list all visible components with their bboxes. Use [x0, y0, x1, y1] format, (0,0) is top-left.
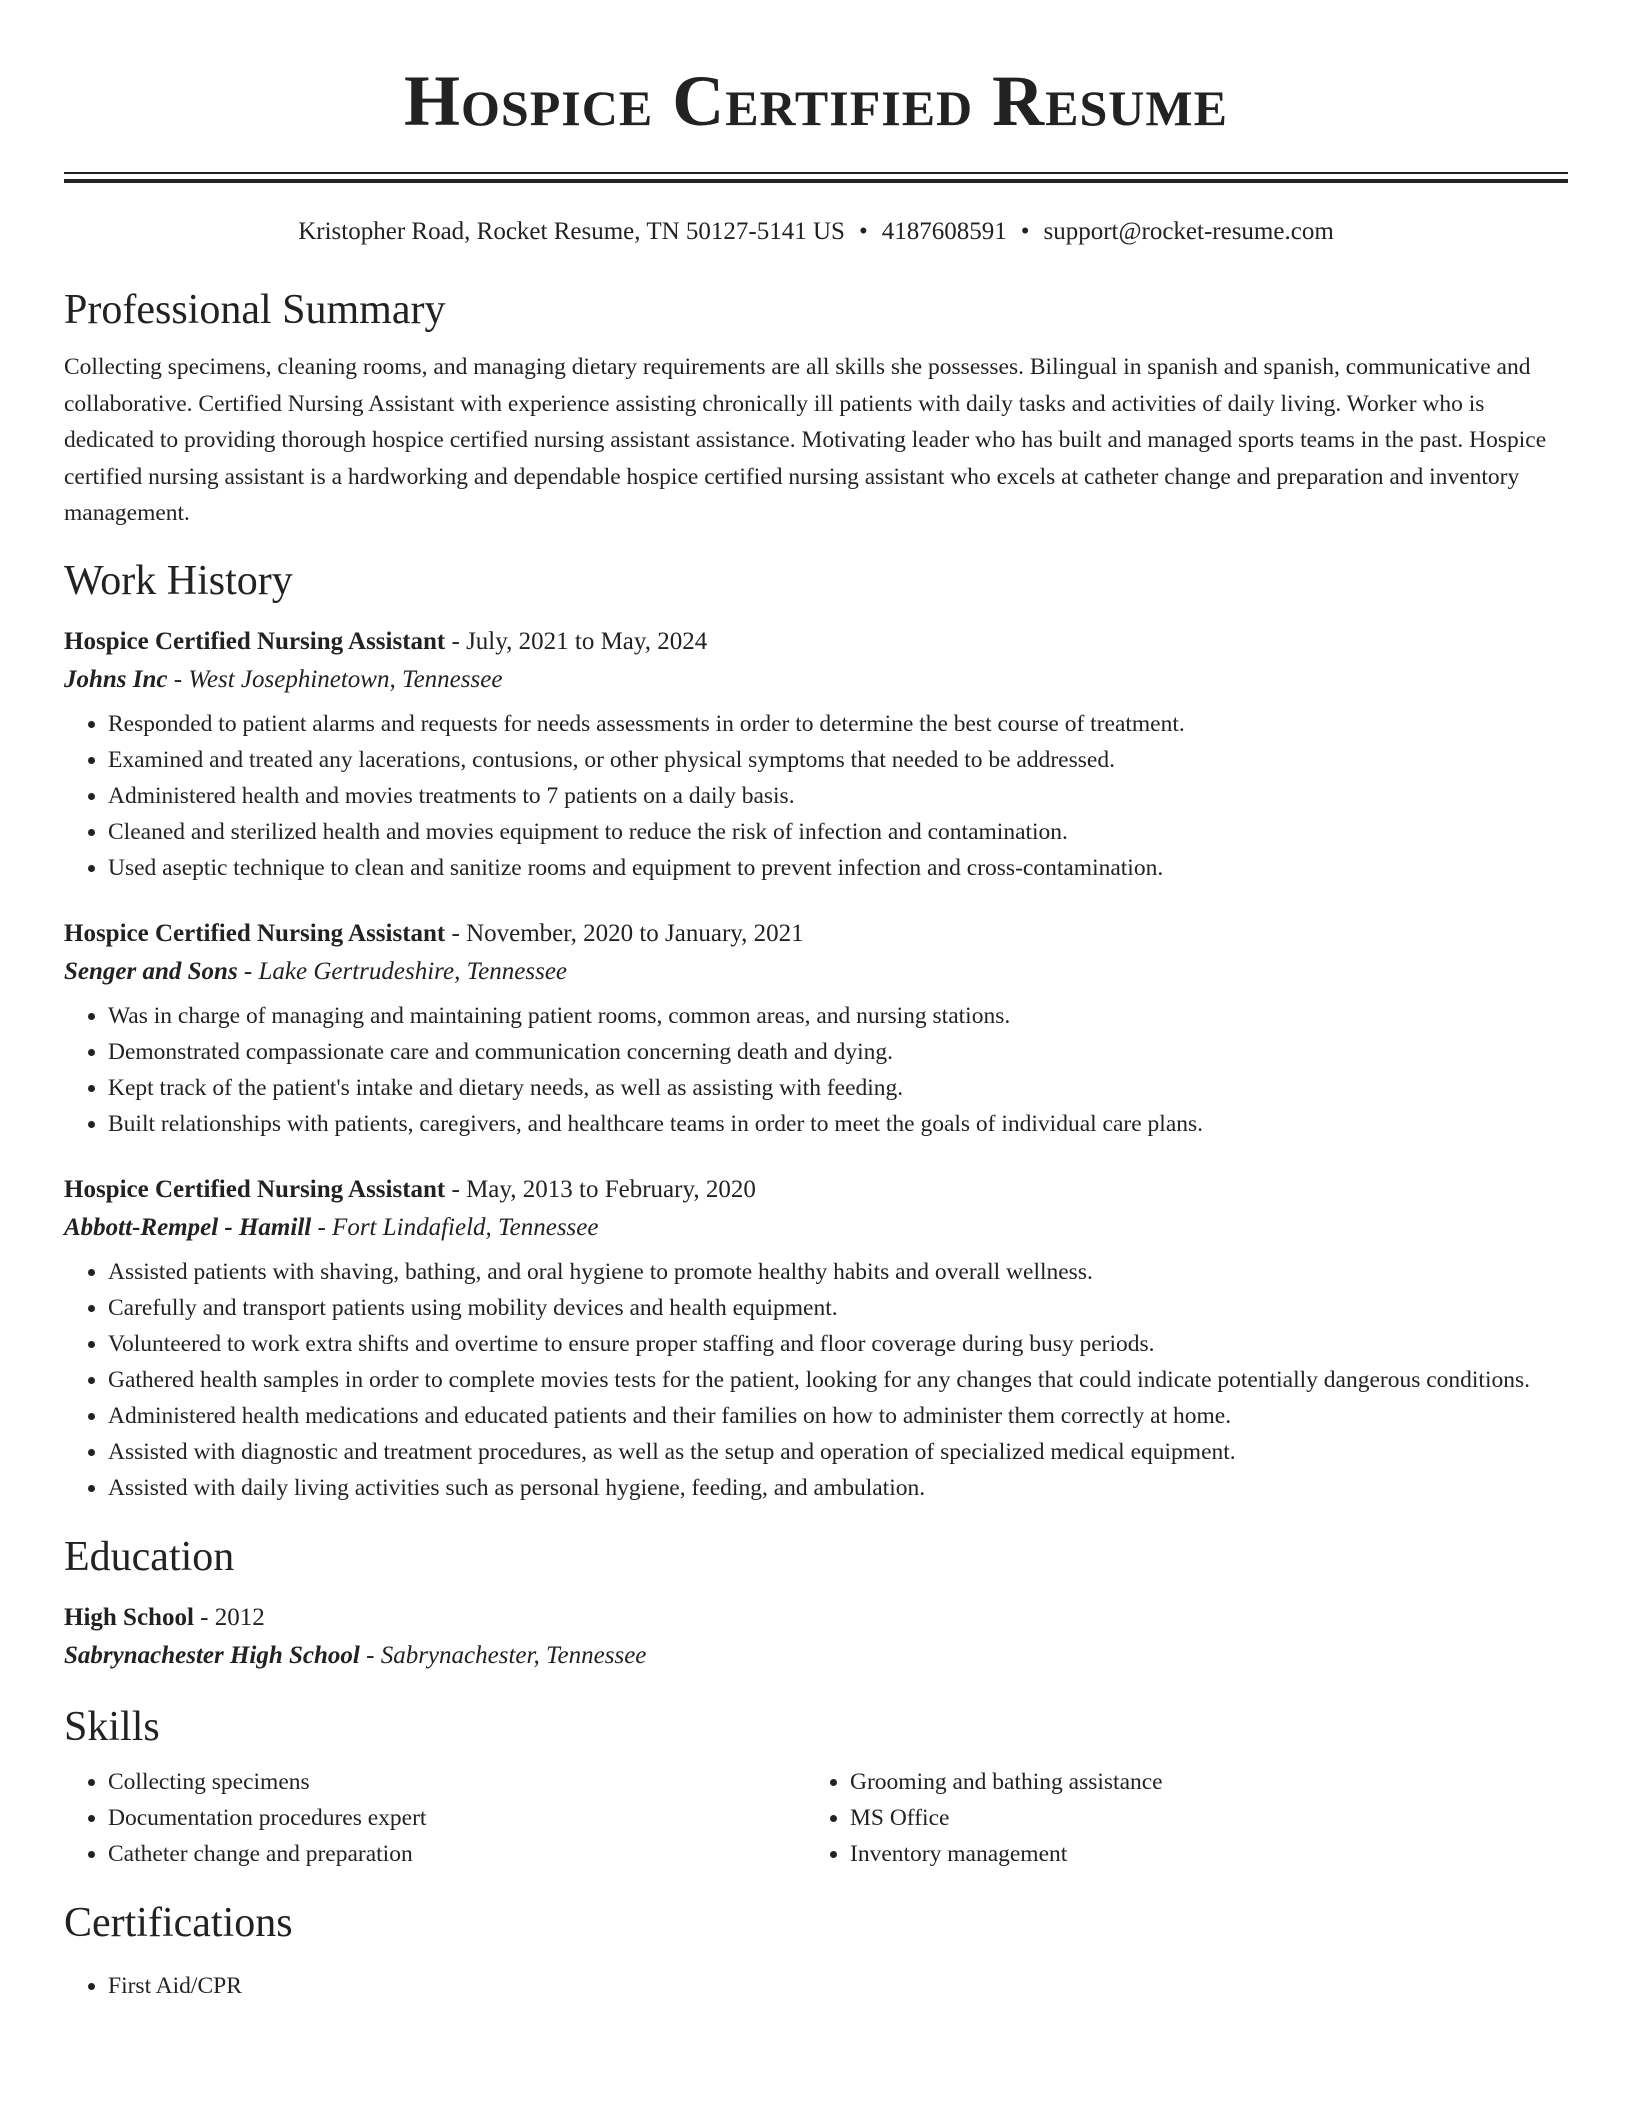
education-degree-line: [64, 1602, 1568, 1634]
job-duty: • Kept track of the patient's intake and dietary needs, as well as assisting with feeding.: [108, 1070, 1568, 1106]
summary-heading: Professional Summary: [64, 287, 446, 333]
education-entry: [64, 1602, 1568, 1672]
job-duty: • Examined and treated any lacerations, contusions, or other physical symptoms that needed to be addressed.: [108, 742, 1568, 778]
certifications-heading: Certifications: [64, 1899, 293, 1946]
job-title: Hospice Certified Nursing Assistant: [64, 919, 446, 947]
skills-heading: Skills: [64, 1703, 160, 1750]
job-duty: • Gathered health samples in order to complete movies tests for the patient, looking for any changes that could indicate potentially dangerous conditions.: [108, 1362, 1568, 1398]
skill-item: • Inventory management: [850, 1836, 1548, 1872]
job-duty: • Assisted with diagnostic and treatment procedures, as well as the setup and operation of specialized medical equipment.: [108, 1434, 1568, 1470]
job-company: Johns Inc: [64, 665, 168, 693]
contact-line: [64, 217, 1568, 247]
skills-column-right: [806, 1764, 1548, 1872]
skill-item: • Collecting specimens: [108, 1764, 806, 1800]
job-duties-list: [64, 1254, 1568, 1506]
job-company-line: [64, 956, 1568, 988]
job-duty: • Administered health medications and educated patients and their families on how to administer them correctly at home.: [108, 1398, 1568, 1434]
contact-email: support@rocket-resume.com: [1043, 218, 1334, 245]
education-year: - 2012: [193, 1603, 265, 1631]
job-company-line: [64, 664, 1568, 696]
job-duty: • Was in charge of managing and maintaining patient rooms, common areas, and nursing stations.: [108, 998, 1568, 1034]
skills-list: [64, 1764, 806, 1872]
job-duty: • Responded to patient alarms and requests for needs assessments in order to determine the best course of treatment.: [108, 706, 1568, 742]
summary-text: Collecting specimens, cleaning rooms, and managing dietary requirements are all skills she possesses. Bilingual in spanish and spanish, communicative and collaborative. Certified Nursing Assistant with experience assisting chronically ill patients with daily tasks and activities of daily living. Worker who is dedicated to providing thorough hospice certified nursing assistant assistance. Motivating leader who has built and managed sports teams in the past. Hospice certified nursing assistant is a hardworking and dependable hospice certified nursing assistant who excels at catheter change and preparation and inventory management.: [64, 354, 1547, 526]
education-location: - Sabrynachester, Tennessee: [359, 1641, 647, 1669]
education-school: Sabrynachester High School: [64, 1641, 360, 1669]
job-location: - West Josephinetown, Tennessee: [167, 665, 503, 693]
job-company: Abbott-Rempel - Hamill: [64, 1213, 312, 1241]
certifications-list: [64, 1968, 1568, 2004]
skills-list: [806, 1764, 1548, 1872]
job-duty: • Built relationships with patients, caregivers, and healthcare teams in order to meet the goals of individual care plans.: [108, 1106, 1568, 1142]
job-duty: • Volunteered to work extra shifts and overtime to ensure proper staffing and floor coverage during busy periods.: [108, 1326, 1568, 1362]
job-title-line: [64, 1174, 1568, 1206]
job-duty: • Assisted patients with shaving, bathing, and oral hygiene to promote healthy habits and overall wellness.: [108, 1254, 1568, 1290]
job-duty: • Administered health and movies treatments to 7 patients on a daily basis.: [108, 778, 1568, 814]
resume-title: Hospice Certified Resume: [404, 61, 1228, 141]
certification-item: • First Aid/CPR: [108, 1968, 1568, 2004]
job-duty: • Assisted with daily living activities such as personal hygiene, feeding, and ambulation.: [108, 1470, 1568, 1506]
job-company-line: [64, 1212, 1568, 1244]
job-location: - Lake Gertrudeshire, Tennessee: [237, 957, 568, 985]
contact-address: Kristopher Road, Rocket Resume, TN 50127-5141 US: [298, 218, 845, 245]
job-title: Hospice Certified Nursing Assistant: [64, 627, 446, 655]
job-entry: [64, 918, 1568, 1142]
title-divider: [64, 172, 1568, 183]
job-dates: - May, 2013 to February, 2020: [445, 1175, 756, 1203]
job-title-line: [64, 626, 1568, 658]
job-location: - Fort Lindafield, Tennessee: [311, 1213, 599, 1241]
job-duties-list: [64, 998, 1568, 1142]
job-title-line: [64, 918, 1568, 950]
job-duty: • Carefully and transport patients using mobility devices and health equipment.: [108, 1290, 1568, 1326]
skill-item: • Documentation procedures expert: [108, 1800, 806, 1836]
skills-column-left: [64, 1764, 806, 1872]
education-degree: High School: [64, 1603, 194, 1631]
education-school-line: [64, 1640, 1568, 1672]
skill-item: • MS Office: [850, 1800, 1548, 1836]
job-duties-list: [64, 706, 1568, 886]
education-heading: Education: [64, 1533, 235, 1580]
skill-item: • Catheter change and preparation: [108, 1836, 806, 1872]
job-dates: - November, 2020 to January, 2021: [445, 919, 804, 947]
contact-phone: 4187608591: [881, 218, 1007, 245]
job-entry: [64, 626, 1568, 886]
contact-separator: •: [1020, 218, 1030, 245]
job-duty: • Used aseptic technique to clean and sanitize rooms and equipment to prevent infection and cross-contamination.: [108, 850, 1568, 886]
job-company: Senger and Sons: [64, 957, 238, 985]
skills-grid: [64, 1764, 1568, 1872]
job-duty: • Cleaned and sterilized health and movies equipment to reduce the risk of infection and contamination.: [108, 814, 1568, 850]
job-duty: • Demonstrated compassionate care and communication concerning death and dying.: [108, 1034, 1568, 1070]
job-dates: - July, 2021 to May, 2024: [445, 627, 708, 655]
contact-separator: •: [858, 218, 868, 245]
job-entry: [64, 1174, 1568, 1506]
work-history-heading: Work History: [64, 557, 293, 604]
job-title: Hospice Certified Nursing Assistant: [64, 1175, 446, 1203]
resume-page: [64, 0, 1568, 2004]
skill-item: • Grooming and bathing assistance: [850, 1764, 1548, 1800]
